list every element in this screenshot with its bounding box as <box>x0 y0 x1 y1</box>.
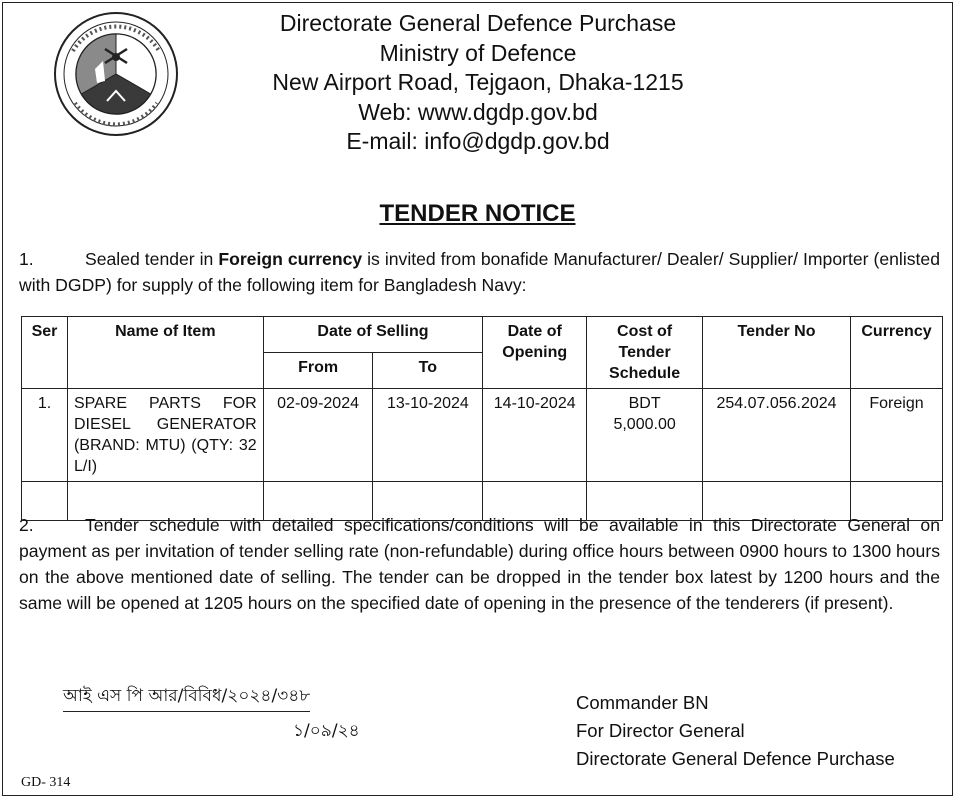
col-header-from: From <box>263 353 373 389</box>
website: Web: www.dgdp.gov.bd <box>358 98 598 125</box>
col-header-item: Name of Item <box>67 317 263 389</box>
paragraph-text: Sealed tender in <box>85 249 219 269</box>
cell-currency: Foreign <box>850 389 942 482</box>
cost-amount: 5,000.00 <box>613 416 676 433</box>
ministry-name: Ministry of Defence <box>379 39 577 66</box>
table-row <box>22 389 943 482</box>
paragraph-text: Tender schedule with detailed specifications/conditions will be available in this Directorate General on payment as per invitation of tender selling rate (non-refundable) during office hours between 0900 hours to 1300 hours on the above mentioned date of selling. The tender can be dropped in the tender box latest by 1200 hours and the same will be opened at 1205 hours on the specified date of opening in the presence of the tenderers (if present). <box>19 515 941 613</box>
cost-currency: BDT <box>628 395 661 412</box>
tender-notice-page <box>2 2 953 796</box>
col-header-date-of-opening: Date of Opening <box>483 317 587 389</box>
paragraph-number: 1. <box>19 249 34 269</box>
paragraph-text: is invited from bonafide Manufacturer/ Dealer/ Supplier/ Importer (enlisted with DGDP) for supply of the following item for Bangladesh Navy: <box>19 249 940 295</box>
signatory-capacity: For Director General <box>576 720 745 741</box>
organization-name: Directorate General Defence Purchase <box>279 10 677 36</box>
signatory-rank: Commander BN <box>576 692 709 713</box>
memo-reference <box>63 683 360 744</box>
memo-date: ১/০৯/২৪ <box>293 721 360 741</box>
email: E-mail: info@dgdp.gov.bd <box>346 128 610 154</box>
col-header-to: To <box>373 353 483 389</box>
address: New Airport Road, Tejgaon, Dhaka-1215 <box>272 69 684 95</box>
cell-tender-no: 254.07.056.2024 <box>703 389 851 482</box>
paragraph-emphasis: Foreign currency <box>218 249 363 269</box>
col-header-tender-no: Tender No <box>703 317 851 389</box>
paragraph-number: 2. <box>19 515 34 535</box>
signatory-organization: Directorate General Defence Purchase <box>576 748 895 769</box>
cell-to: 13-10-2024 <box>373 389 483 482</box>
table-header-row <box>22 317 943 353</box>
col-header-cost: Cost of Tender Schedule <box>587 317 703 389</box>
letterhead <box>183 9 773 157</box>
col-header-date-of-selling: Date of Selling <box>263 317 483 353</box>
col-header-ser: Ser <box>22 317 68 389</box>
notice-title: TENDER NOTICE <box>379 200 576 227</box>
cell-ser: 1. <box>22 389 68 482</box>
col-header-currency: Currency <box>850 317 942 389</box>
tender-table <box>21 316 943 521</box>
paragraph-2 <box>19 512 940 616</box>
form-code: GD- 314 <box>21 775 71 790</box>
memo-number: আই এস পি আর/বিবিধ/২০২৪/৩৪৮ <box>63 683 310 712</box>
paragraph-1 <box>19 246 940 298</box>
cell-from: 02-09-2024 <box>263 389 373 482</box>
cell-cost <box>587 389 703 482</box>
cell-opening: 14-10-2024 <box>483 389 587 482</box>
cell-item: SPARE PARTS FOR DIESEL GENERATOR (BRAND: MTU) (QTY: 32 L/I) <box>67 389 263 482</box>
signature-block <box>576 689 895 773</box>
dgdp-emblem-icon <box>53 11 179 137</box>
